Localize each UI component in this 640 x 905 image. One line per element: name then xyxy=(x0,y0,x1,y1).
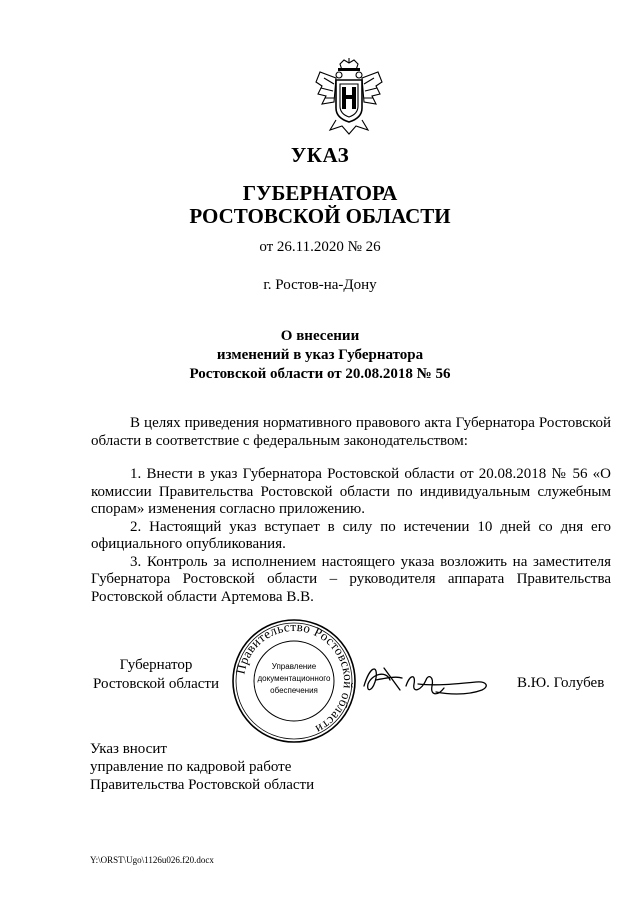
decree-item-1: 1. Внести в указ Губернатора Ростовской области от 20.08.2018 № 56 «О комиссии Правительства Ростовской области по индивидуальным служебным спорам» изменения согласно приложению. xyxy=(91,466,611,517)
document-type: УКАЗ xyxy=(290,143,350,167)
preamble xyxy=(91,415,611,450)
signatory-position xyxy=(89,656,223,694)
submitted-by xyxy=(90,740,314,794)
subject-line-2: изменений в указ Губернатора xyxy=(216,347,424,363)
decree-items xyxy=(91,466,611,606)
city: г. Ростов-на-Дону xyxy=(263,277,377,293)
issuer-line-1: ГУБЕРНАТОРА xyxy=(242,181,398,205)
document-subject xyxy=(0,327,640,384)
stamp-inner-line-1: Управление xyxy=(271,662,317,671)
issuer-line-2: РОСТОВСКОЙ ОБЛАСТИ xyxy=(189,204,451,228)
position-line-1: Губернатор xyxy=(119,657,193,673)
handwritten-signature xyxy=(356,656,496,706)
decree-item-3: 3. Контроль за исполнением настоящего указа возложить на заместителя Губернатора Ростовской области – руководителя аппарата Правительства Ростовской области Артемова В.В. xyxy=(91,553,611,605)
signatory-name: В.Ю. Голубев xyxy=(517,675,605,691)
issuer-title xyxy=(0,182,640,228)
submitted-line-2: управление по кадровой работе xyxy=(90,759,292,775)
stamp-inner-line-2: документационного xyxy=(257,674,331,683)
subject-line-3: Ростовской области от 20.08.2018 № 56 xyxy=(189,366,451,382)
submitted-line-3: Правительства Ростовской области xyxy=(90,777,315,793)
file-path: Y:\ORST\Ugo\1126u026.f20.docx xyxy=(90,855,214,865)
subject-line-1: О внесении xyxy=(280,328,360,344)
preamble-text: В целях приведения нормативного правового акта Губернатора Ростовской области в соответствие с федеральным законодательством: xyxy=(91,415,611,449)
date-and-number: от 26.11.2020 № 26 xyxy=(259,239,381,255)
coat-of-arms-icon xyxy=(312,58,386,136)
decree-item-2: 2. Настоящий указ вступает в силу по истечении 10 дней со дня его официального опубликования. xyxy=(91,518,611,552)
official-stamp xyxy=(231,618,357,744)
position-line-2: Ростовской области xyxy=(93,676,219,692)
submitted-line-1: Указ вносит xyxy=(90,741,167,757)
stamp-inner-line-3: обеспечения xyxy=(270,686,318,695)
stamp-outer-text: Правительство Ростовской области xyxy=(232,618,357,738)
